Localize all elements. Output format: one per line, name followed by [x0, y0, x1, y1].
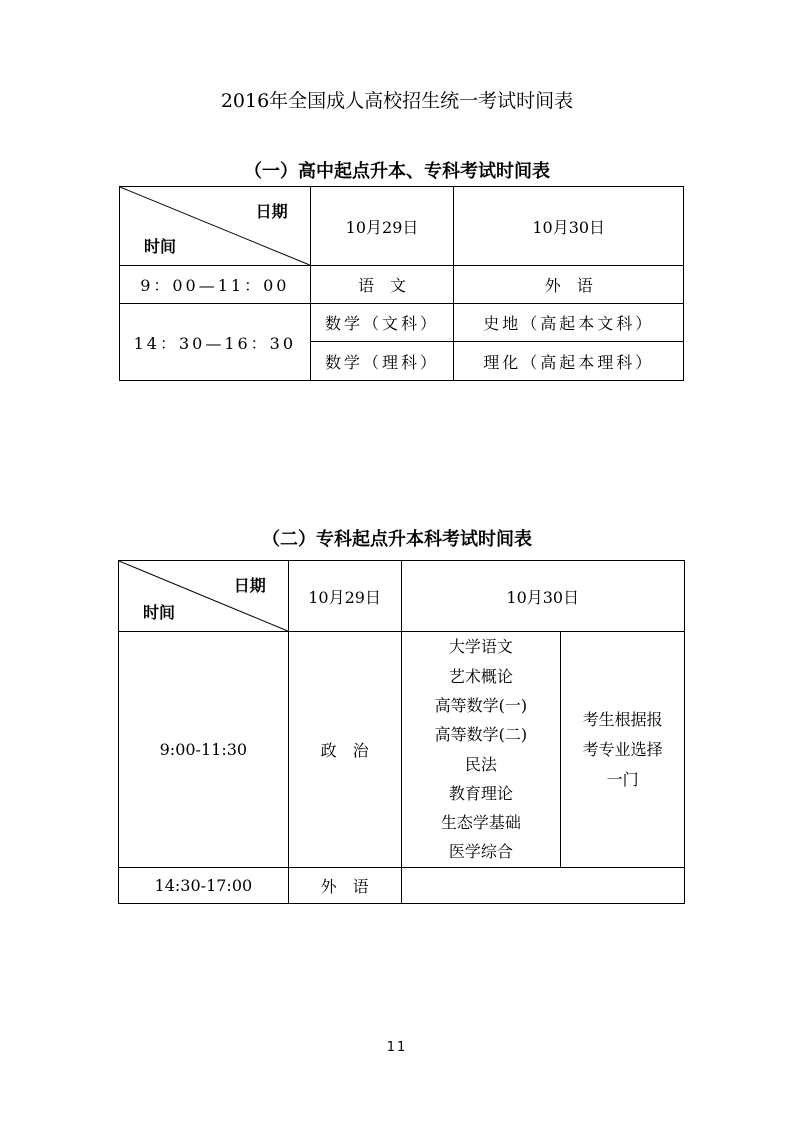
corner-header-cell — [119, 561, 289, 632]
subject-list-cell — [401, 632, 561, 868]
subject-cell: 政 治 — [288, 632, 401, 868]
date-header: 10月29日 — [288, 561, 401, 632]
subject-item: 教育理论 — [448, 783, 513, 803]
section1-heading: （一）高中起点升本、专科考试时间表 — [244, 161, 550, 182]
page-number: 11 — [386, 1040, 408, 1055]
subject-item: 艺术概论 — [448, 666, 513, 686]
date-header: 10月29日 — [310, 187, 454, 266]
date-header: 10月30日 — [401, 561, 684, 632]
document-title: 2016年全国成人高校招生统一考试时间表 — [220, 90, 574, 112]
subject-item: 大学语文 — [448, 637, 513, 657]
schedule-table-2 — [118, 560, 685, 904]
selection-note-cell — [561, 632, 685, 868]
subject-cell: 外 语 — [288, 868, 401, 904]
subject-cell: 史地（高起本文科） — [454, 304, 684, 342]
subject-item: 高等数学(二) — [434, 725, 528, 745]
empty-cell — [401, 868, 684, 904]
corner-date-label: 日期 — [233, 576, 266, 595]
subject-cell: 理化（高起本理科） — [454, 342, 684, 381]
subject-cell: 数学（理科） — [310, 342, 454, 381]
corner-header-cell — [120, 187, 311, 266]
section2-heading: （二）专科起点升本科考试时间表 — [262, 529, 532, 550]
time-cell: 9:00-11:30 — [119, 632, 289, 868]
subject-cell: 数学（文科） — [310, 304, 454, 342]
note-line: 考生根据报 — [582, 709, 663, 729]
time-cell: 9：00—11：00 — [120, 266, 311, 304]
schedule-table-1 — [119, 186, 684, 381]
subject-item: 高等数学(一) — [434, 695, 528, 715]
corner-date-label: 日期 — [255, 202, 288, 221]
corner-time-label: 时间 — [144, 237, 177, 256]
subject-cell: 外 语 — [454, 266, 684, 304]
time-cell: 14：30—16：30 — [120, 304, 311, 381]
note-line: 考专业选择 — [582, 739, 663, 759]
corner-time-label: 时间 — [143, 603, 176, 622]
subject-item: 医学综合 — [448, 842, 513, 862]
date-header: 10月30日 — [454, 187, 684, 266]
subject-item: 生态学基础 — [440, 813, 521, 833]
subject-item: 民法 — [464, 754, 497, 774]
time-cell: 14:30-17:00 — [119, 868, 289, 904]
note-line: 一门 — [606, 769, 639, 789]
subject-cell: 语 文 — [310, 266, 454, 304]
